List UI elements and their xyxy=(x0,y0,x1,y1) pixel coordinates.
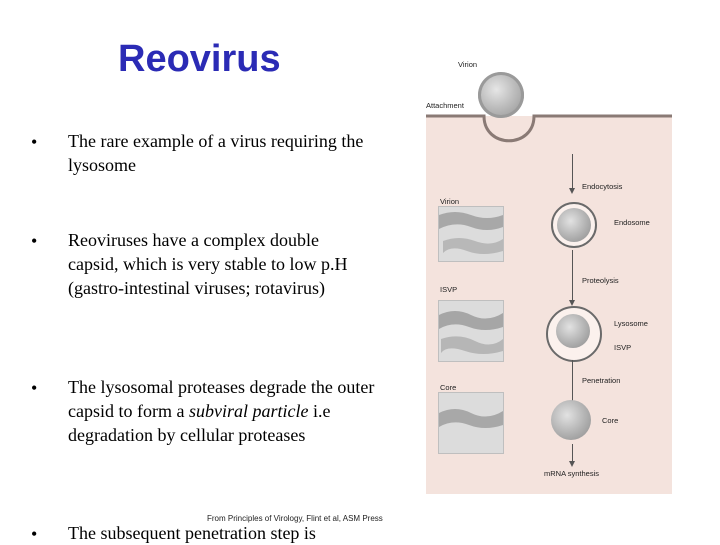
isvp-particle xyxy=(556,314,590,348)
attachment-label: Attachment xyxy=(426,101,464,110)
endocytosis-label: Endocytosis xyxy=(582,182,623,191)
isvp-micrograph xyxy=(438,300,504,362)
micrograph-structure xyxy=(439,207,503,261)
arrow-head xyxy=(569,188,575,194)
arrow-line xyxy=(572,444,573,462)
bullet-text-lysosome-requirement: The rare example of a virus requiring the lysosome xyxy=(68,131,364,175)
bullet-marker: • xyxy=(31,524,38,544)
bullet-text-part: The lysosomal proteases degrade the outer capsid to form a xyxy=(68,377,375,421)
core-label: Core xyxy=(602,416,619,425)
core-micrograph-label: Core xyxy=(440,383,457,392)
arrow-line xyxy=(572,154,573,188)
bullet-text-lysosomal-proteases xyxy=(68,375,398,447)
plasma-membrane xyxy=(426,109,672,169)
arrow-line xyxy=(572,360,573,402)
virion-in-endosome xyxy=(557,208,591,242)
core-micrograph xyxy=(438,392,504,454)
lysosome-label: Lysosome xyxy=(614,319,648,328)
bullet-marker: • xyxy=(31,378,38,398)
arrow-head xyxy=(569,461,575,467)
penetration-label: Penetration xyxy=(582,376,621,385)
mrna-synthesis-label: mRNA synthesis xyxy=(544,469,600,478)
bullet-text-double-capsid: Reoviruses have a complex double capsid, which is very stable to low p.H (gastro-intestinal viruses; rotavirus) xyxy=(68,230,348,298)
bullet-text-penetration-step: The subsequent penetration step is xyxy=(68,523,316,543)
endosome-label: Endosome xyxy=(614,218,650,227)
bullet-marker: • xyxy=(31,231,38,251)
virion-top-label: Virion xyxy=(458,60,478,69)
virion-micrograph-label: Virion xyxy=(440,197,460,206)
virion-particle xyxy=(478,72,524,118)
figure-caption: From Principles of Virology, Flint et al, ASM Press xyxy=(207,514,383,523)
bullet-marker: • xyxy=(31,132,38,152)
micrograph-structure xyxy=(439,301,503,361)
core-particle xyxy=(551,400,591,440)
virion-micrograph xyxy=(438,206,504,262)
reovirus-entry-diagram xyxy=(418,54,672,494)
micrograph-structure xyxy=(439,393,503,453)
bullet-text-italic: subviral particle xyxy=(188,401,309,421)
bullet-text-part: i.e degradation by cellular proteases xyxy=(68,401,331,445)
isvp-arrow-label: ISVP xyxy=(614,343,632,352)
proteolysis-label: Proteolysis xyxy=(582,276,619,285)
slide-title: Reovirus xyxy=(118,38,281,80)
arrow-line xyxy=(572,250,573,300)
isvp-micrograph-label: ISVP xyxy=(440,285,458,294)
